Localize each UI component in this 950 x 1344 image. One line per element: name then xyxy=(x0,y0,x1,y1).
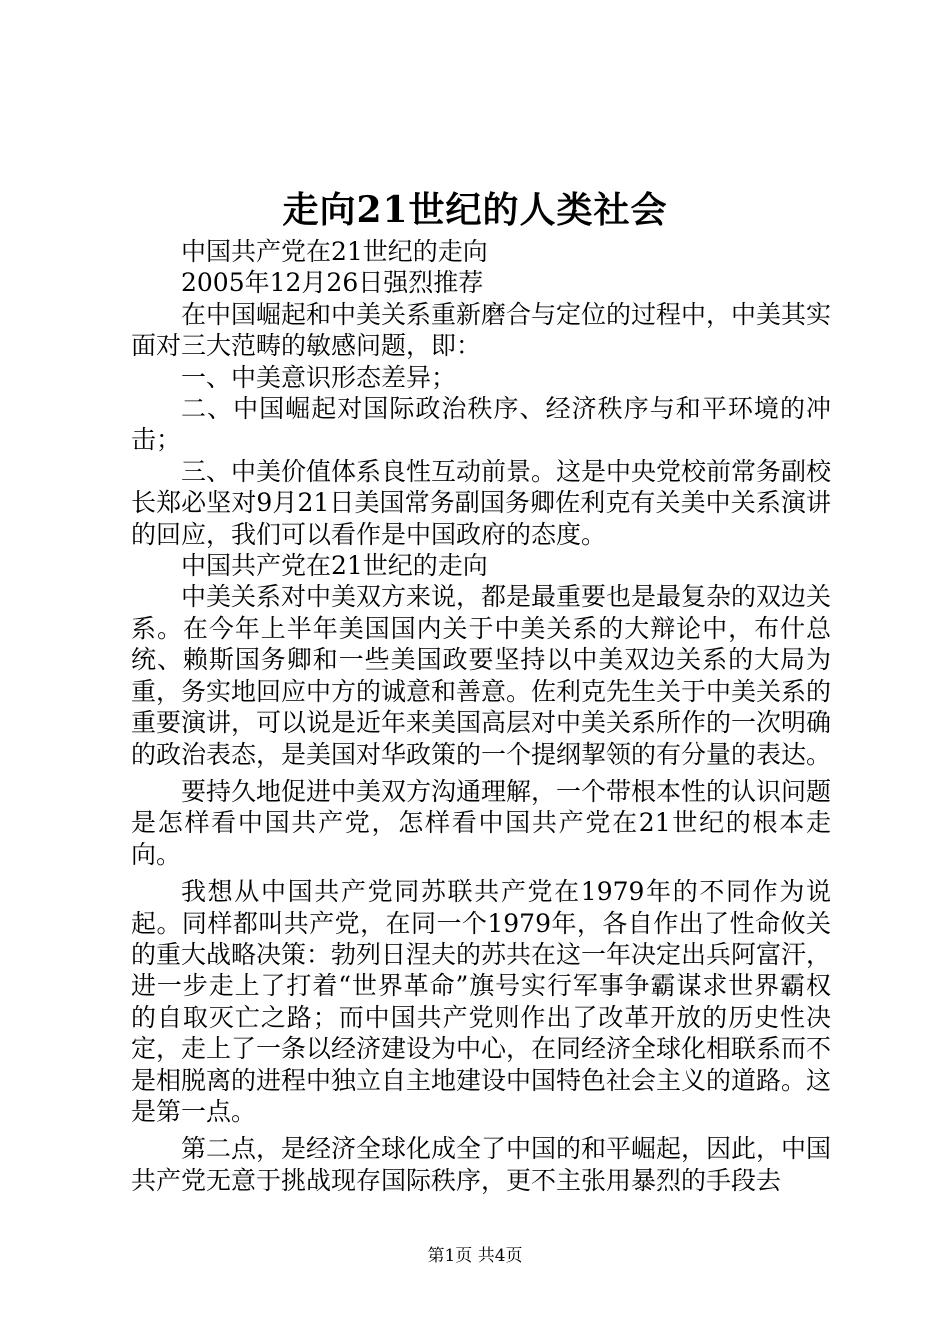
paragraph: 第二点，是经济全球化成全了中国的和平崛起，因此，中国共产党无意于挑战现存国际秩序，更不主张用暴烈的手段去 xyxy=(131,1134,832,1195)
document-body xyxy=(131,236,831,1196)
paragraph: 一、中美意识形态差异； xyxy=(181,362,457,392)
document-title: 走向21世纪的人类社会 xyxy=(282,189,668,231)
paragraph: 在中国崛起和中美关系重新磨合与定位的过程中，中美其实面对三大范畴的敏感问题，即： xyxy=(131,299,832,361)
paragraph: 要持久地促进中美双方沟通理解，一个带根本性的认识问题是怎样看中国共产党，怎样看中国共产党在21世纪的根本走向。 xyxy=(131,776,832,869)
paragraph: 我想从中国共产党同苏联共产党在1979年的不同作为说起。同样都叫共产党，在同一个1979年，各自作出了性命攸关的重大战略决策：勃列日涅夫的苏共在这一年决定出兵阿富汗，进一步走上了打着“世界革命”旗号实行军事争霸谋求世界霸权的自取灭亡之路；而中国共产党则作出了改革开放的历史性决定，走上了一条以经济建设为中心，在同经济全球化相联系而不是相脱离的进程中独立自主地建设中国特色社会主义的道路。这是第一点。 xyxy=(131,877,832,1126)
page-footer: 第1页 共4页 xyxy=(427,1246,523,1266)
paragraph: 三、中美价值体系良性互动前景。这是中央党校前常务副校长郑必坚对9月21日美国常务副国务卿佐利克有关美中关系演讲的回应，我们可以看作是中国政府的态度。 xyxy=(131,456,832,549)
paragraph: 中国共产党在21世纪的走向 xyxy=(181,551,488,581)
paragraph: 2005年12月26日强烈推荐 xyxy=(181,268,484,298)
paragraph: 二、中国崛起对国际政治秩序、经济秩序与和平环境的冲击； xyxy=(131,394,831,455)
paragraph: 中美关系对中美双方来说，都是最重要也是最复杂的双边关系。在今年上半年美国国内关于中美关系的大辩论中，布什总统、赖斯国务卿和一些美国政要坚持以中美双边关系的大局为重，务实地回应中方的诚意和善意。佐利克先生关于中美关系的重要演讲，可以说是近年来美国高层对中美关系所作的一次明确的政治表态，是美国对华政策的一个提纲挈领的有分量的表达。 xyxy=(131,582,832,769)
paragraph: 中国共产党在21世纪的走向 xyxy=(181,237,488,266)
